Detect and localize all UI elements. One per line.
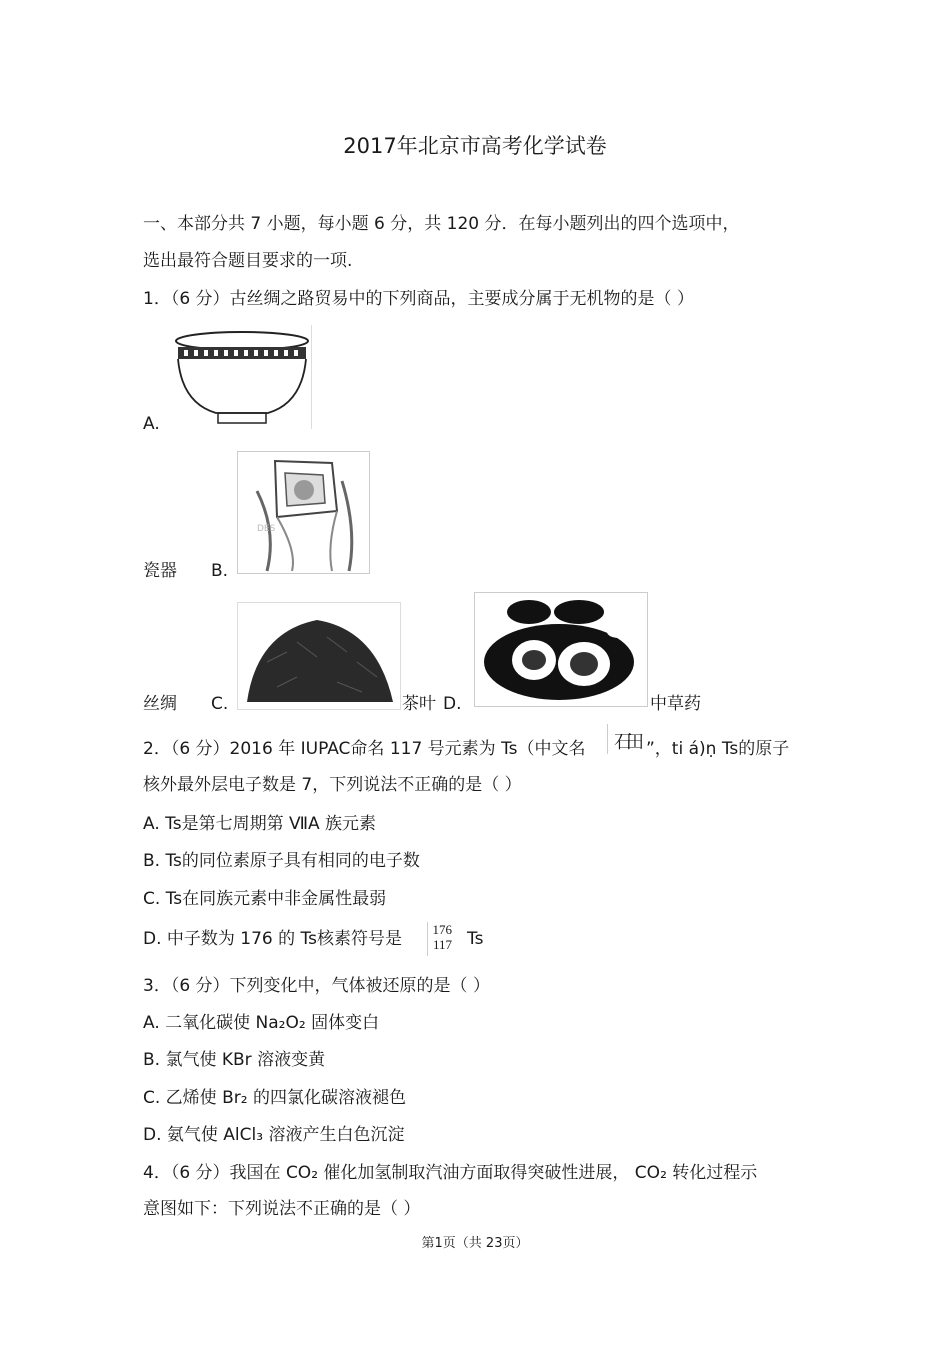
herbal-medicine-image xyxy=(474,592,648,707)
q1-option-b-letter: B. xyxy=(211,561,229,581)
svg-text:DES: DES xyxy=(257,524,276,534)
q2-line1-start: 2．（6 分）2016 年 IUPAC命名 117 号元素为 Ts（中文名 xyxy=(143,739,586,759)
nuclide-mass-number: 176 xyxy=(432,922,452,937)
q1-option-b-name: 丝绸 xyxy=(143,694,177,714)
q2-option-c: C. Ts在同族元素中非金属性最弱 xyxy=(143,889,387,909)
page-footer: 第1页（共 23页） xyxy=(421,1236,529,1251)
q2-line1-end: ”，ti á)ṇ Ts的原子 xyxy=(646,739,790,759)
q3-option-b: B. 氯气使 KBr 溶液变黄 xyxy=(143,1050,326,1070)
q3-stem: 3．（6 分）下列变化中，气体被还原的是（ ） xyxy=(143,976,490,996)
q3-option-d: D. 氨气使 AlCl₃ 溶液产生白色沉淀 xyxy=(143,1125,405,1145)
nuclide-symbol xyxy=(427,922,468,956)
q1-option-a-name: 瓷器 xyxy=(143,561,177,581)
ts-chinese-char-image xyxy=(607,724,648,754)
q2-line2: 核外最外层电子数是 7，下列说法不正确的是（ ） xyxy=(143,775,522,795)
nuclide-atomic-number: 117 xyxy=(432,937,452,952)
q1-option-c-name: 茶叶 xyxy=(402,694,436,714)
q1-option-a-letter: A. xyxy=(143,414,160,434)
q1-stem: 1．（6 分）古丝绸之路贸易中的下列商品，主要成分属于无机物的是（ ） xyxy=(143,289,694,309)
nuclide-element: Ts xyxy=(467,929,484,949)
q2-option-d: D. 中子数为 176 的 Ts核素符号是 xyxy=(143,929,402,949)
silk-scarf-image xyxy=(237,451,370,574)
tea-leaves-image xyxy=(237,602,401,710)
section-intro-line2: 选出最符合题目要求的一项. xyxy=(143,251,353,271)
q3-option-c: C. 乙烯使 Br₂ 的四氯化碳溶液褪色 xyxy=(143,1088,406,1108)
q4-line1: 4．（6 分）我国在 CO₂ 催化加氢制取汽油方面取得突破性进展， CO₂ 转化过程示 xyxy=(143,1163,758,1183)
q2-option-a: A. Ts是第七周期第 ⅦA 族元素 xyxy=(143,814,377,834)
q1-option-d-name: 中草药 xyxy=(650,694,701,714)
q1-option-d-letter: D. xyxy=(443,694,462,714)
q1-option-c-letter: C. xyxy=(211,694,229,714)
porcelain-bowl-image xyxy=(172,325,312,429)
section-intro-line1: 一、本部分共 7 小题，每小题 6 分，共 120 分．在每小题列出的四个选项中， xyxy=(143,214,740,234)
q4-line2: 意图如下：下列说法不正确的是（ ） xyxy=(143,1199,421,1219)
document-title: 2017年北京市高考化学试卷 xyxy=(343,134,607,158)
ts-chinese-char: 石田 xyxy=(614,732,638,753)
q3-option-a: A. 二氧化碳使 Na₂O₂ 固体变白 xyxy=(143,1013,380,1033)
q2-option-b: B. Ts的同位素原子具有相同的电子数 xyxy=(143,851,420,871)
